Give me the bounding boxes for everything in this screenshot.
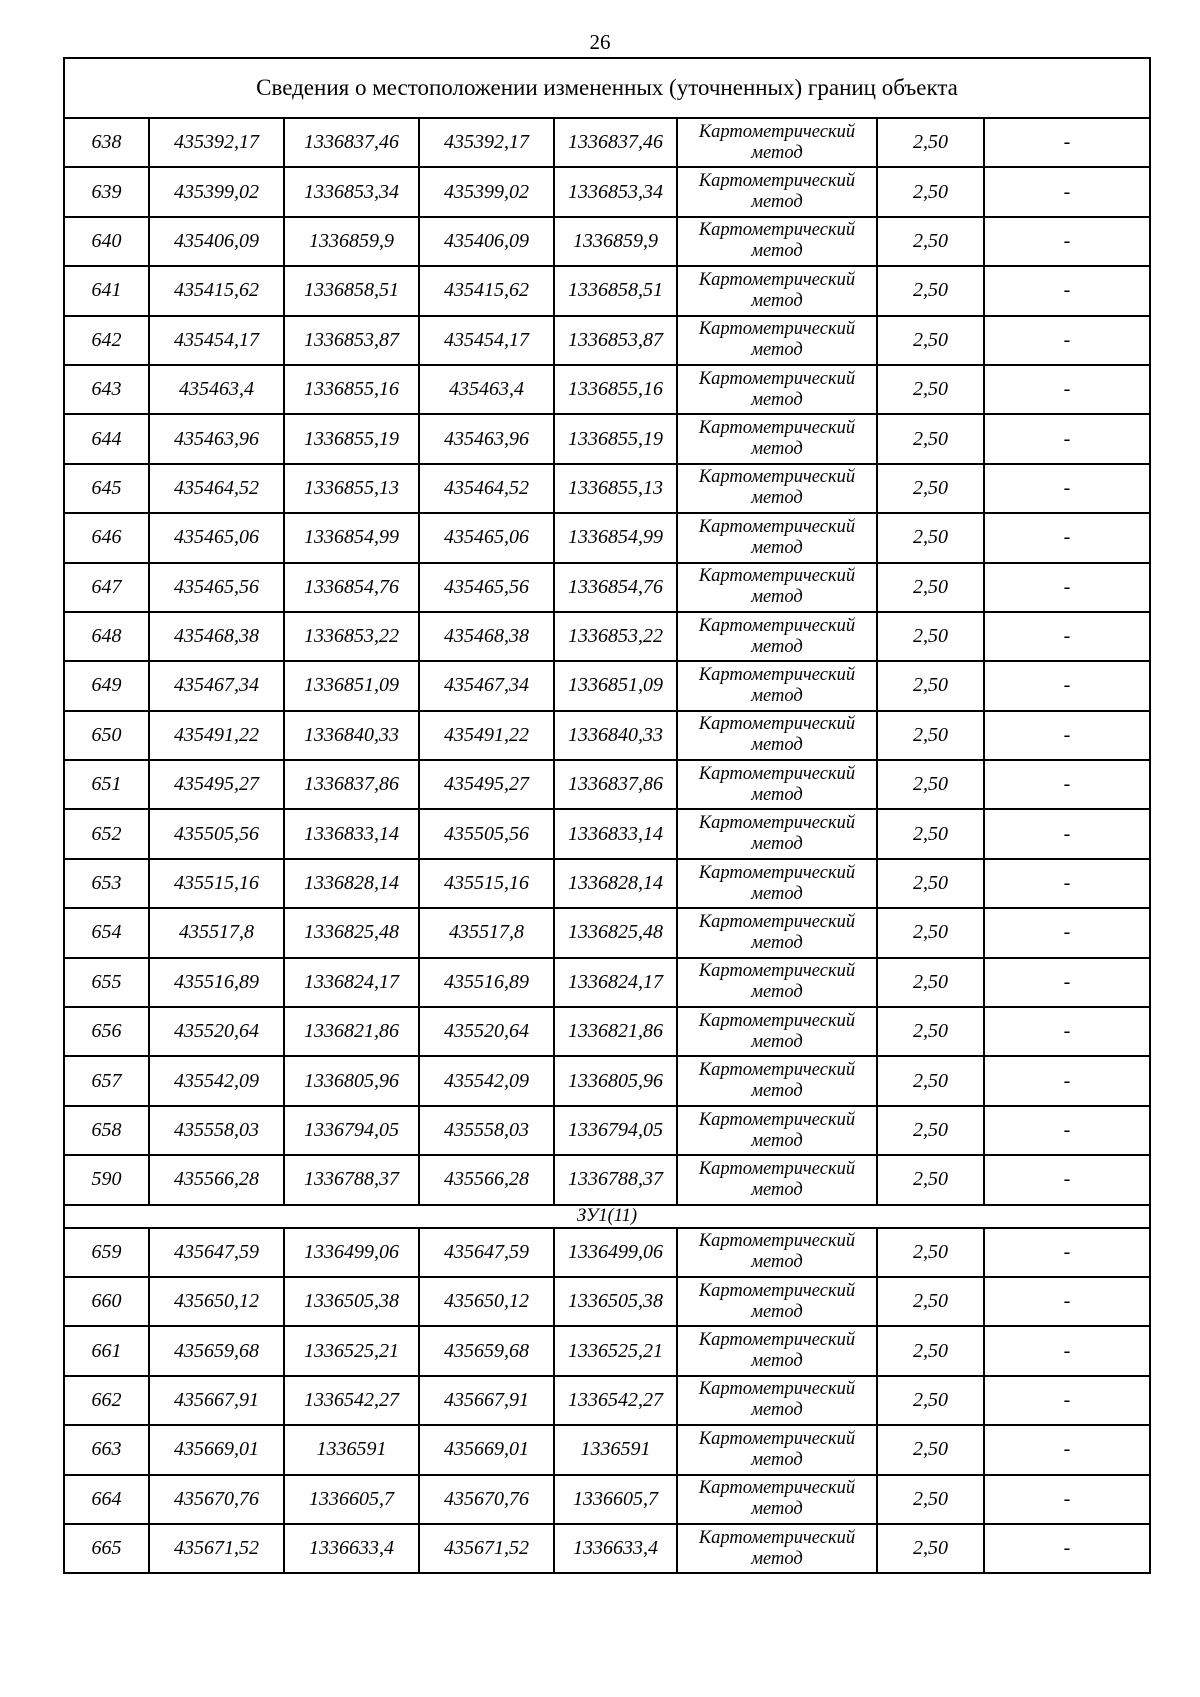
x-new-cell: 435399,02 <box>419 167 554 216</box>
y-new-cell: 1336833,14 <box>554 809 677 858</box>
y-existing-cell: 1336837,86 <box>284 760 419 809</box>
y-new-cell: 1336499,06 <box>554 1228 677 1277</box>
description-cell: - <box>984 859 1150 908</box>
x-new-cell: 435415,62 <box>419 266 554 315</box>
x-existing-cell: 435468,38 <box>149 612 284 661</box>
method-cell: Картометрический метод <box>677 513 877 562</box>
table-row <box>64 809 1150 858</box>
y-new-cell: 1336825,48 <box>554 908 677 957</box>
table-row <box>64 760 1150 809</box>
x-new-cell: 435566,28 <box>419 1155 554 1204</box>
x-new-cell: 435515,16 <box>419 859 554 908</box>
table-row <box>64 859 1150 908</box>
y-existing-cell: 1336605,7 <box>284 1475 419 1524</box>
y-new-cell: 1336855,13 <box>554 464 677 513</box>
accuracy-cell: 2,50 <box>877 513 984 562</box>
x-new-cell: 435520,64 <box>419 1007 554 1056</box>
y-new-cell: 1336854,76 <box>554 563 677 612</box>
point-number-cell: 642 <box>64 316 149 365</box>
point-number-cell: 657 <box>64 1056 149 1105</box>
x-new-cell: 435454,17 <box>419 316 554 365</box>
description-cell: - <box>984 365 1150 414</box>
x-existing-cell: 435647,59 <box>149 1228 284 1277</box>
y-new-cell: 1336605,7 <box>554 1475 677 1524</box>
x-new-cell: 435468,38 <box>419 612 554 661</box>
y-existing-cell: 1336855,13 <box>284 464 419 513</box>
point-number-cell: 651 <box>64 760 149 809</box>
y-new-cell: 1336788,37 <box>554 1155 677 1204</box>
y-existing-cell: 1336854,99 <box>284 513 419 562</box>
x-new-cell: 435558,03 <box>419 1106 554 1155</box>
description-cell: - <box>984 1228 1150 1277</box>
x-existing-cell: 435516,89 <box>149 958 284 1007</box>
point-number-cell: 659 <box>64 1228 149 1277</box>
y-existing-cell: 1336840,33 <box>284 711 419 760</box>
x-existing-cell: 435667,91 <box>149 1376 284 1425</box>
point-number-cell: 656 <box>64 1007 149 1056</box>
method-cell: Картометрический метод <box>677 414 877 463</box>
description-cell: - <box>984 167 1150 216</box>
y-new-cell: 1336824,17 <box>554 958 677 1007</box>
accuracy-cell: 2,50 <box>877 1475 984 1524</box>
section-row <box>64 1205 1150 1228</box>
point-number-cell: 661 <box>64 1326 149 1375</box>
y-existing-cell: 1336821,86 <box>284 1007 419 1056</box>
x-new-cell: 435491,22 <box>419 711 554 760</box>
table-row <box>64 1475 1150 1524</box>
x-new-cell: 435464,52 <box>419 464 554 513</box>
x-new-cell: 435542,09 <box>419 1056 554 1105</box>
method-cell: Картометрический метод <box>677 464 877 513</box>
y-new-cell: 1336837,86 <box>554 760 677 809</box>
table-row <box>64 612 1150 661</box>
method-cell: Картометрический метод <box>677 809 877 858</box>
x-existing-cell: 435392,17 <box>149 118 284 167</box>
method-cell: Картометрический метод <box>677 1155 877 1204</box>
point-number-cell: 655 <box>64 958 149 1007</box>
table-row <box>64 513 1150 562</box>
x-existing-cell: 435566,28 <box>149 1155 284 1204</box>
x-existing-cell: 435495,27 <box>149 760 284 809</box>
y-existing-cell: 1336855,19 <box>284 414 419 463</box>
y-new-cell: 1336858,51 <box>554 266 677 315</box>
x-existing-cell: 435463,4 <box>149 365 284 414</box>
description-cell: - <box>984 464 1150 513</box>
accuracy-cell: 2,50 <box>877 414 984 463</box>
table-title: Сведения о местоположении измененных (уточненных) границ объекта <box>64 58 1150 118</box>
x-existing-cell: 435454,17 <box>149 316 284 365</box>
point-number-cell: 664 <box>64 1475 149 1524</box>
y-existing-cell: 1336794,05 <box>284 1106 419 1155</box>
x-existing-cell: 435505,56 <box>149 809 284 858</box>
description-cell: - <box>984 316 1150 365</box>
accuracy-cell: 2,50 <box>877 167 984 216</box>
x-existing-cell: 435491,22 <box>149 711 284 760</box>
x-new-cell: 435463,96 <box>419 414 554 463</box>
y-new-cell: 1336837,46 <box>554 118 677 167</box>
method-cell: Картометрический метод <box>677 1106 877 1155</box>
description-cell: - <box>984 661 1150 710</box>
y-existing-cell: 1336853,22 <box>284 612 419 661</box>
point-number-cell: 658 <box>64 1106 149 1155</box>
method-cell: Картометрический метод <box>677 1376 877 1425</box>
x-existing-cell: 435467,34 <box>149 661 284 710</box>
x-new-cell: 435465,06 <box>419 513 554 562</box>
table-row <box>64 217 1150 266</box>
x-existing-cell: 435558,03 <box>149 1106 284 1155</box>
description-cell: - <box>984 414 1150 463</box>
method-cell: Картометрический метод <box>677 1524 877 1573</box>
x-new-cell: 435516,89 <box>419 958 554 1007</box>
method-cell: Картометрический метод <box>677 365 877 414</box>
y-new-cell: 1336505,38 <box>554 1277 677 1326</box>
accuracy-cell: 2,50 <box>877 365 984 414</box>
description-cell: - <box>984 958 1150 1007</box>
method-cell: Картометрический метод <box>677 1425 877 1474</box>
y-existing-cell: 1336855,16 <box>284 365 419 414</box>
table-row <box>64 1425 1150 1474</box>
description-cell: - <box>984 1376 1150 1425</box>
x-existing-cell: 435517,8 <box>149 908 284 957</box>
table-row <box>64 365 1150 414</box>
point-number-cell: 650 <box>64 711 149 760</box>
accuracy-cell: 2,50 <box>877 563 984 612</box>
y-existing-cell: 1336633,4 <box>284 1524 419 1573</box>
y-new-cell: 1336855,16 <box>554 365 677 414</box>
accuracy-cell: 2,50 <box>877 1106 984 1155</box>
point-number-cell: 638 <box>64 118 149 167</box>
accuracy-cell: 2,50 <box>877 859 984 908</box>
x-existing-cell: 435671,52 <box>149 1524 284 1573</box>
point-number-cell: 665 <box>64 1524 149 1573</box>
y-new-cell: 1336591 <box>554 1425 677 1474</box>
point-number-cell: 653 <box>64 859 149 908</box>
y-existing-cell: 1336542,27 <box>284 1376 419 1425</box>
x-new-cell: 435495,27 <box>419 760 554 809</box>
point-number-cell: 660 <box>64 1277 149 1326</box>
y-new-cell: 1336851,09 <box>554 661 677 710</box>
table-row <box>64 1524 1150 1573</box>
accuracy-cell: 2,50 <box>877 1056 984 1105</box>
table-row <box>64 1007 1150 1056</box>
y-existing-cell: 1336858,51 <box>284 266 419 315</box>
x-new-cell: 435647,59 <box>419 1228 554 1277</box>
y-new-cell: 1336853,87 <box>554 316 677 365</box>
x-new-cell: 435392,17 <box>419 118 554 167</box>
x-existing-cell: 435464,52 <box>149 464 284 513</box>
y-new-cell: 1336855,19 <box>554 414 677 463</box>
table-row <box>64 1228 1150 1277</box>
accuracy-cell: 2,50 <box>877 908 984 957</box>
accuracy-cell: 2,50 <box>877 1007 984 1056</box>
accuracy-cell: 2,50 <box>877 809 984 858</box>
x-new-cell: 435406,09 <box>419 217 554 266</box>
table-row <box>64 1326 1150 1375</box>
table-row <box>64 1106 1150 1155</box>
x-new-cell: 435467,34 <box>419 661 554 710</box>
method-cell: Картометрический метод <box>677 217 877 266</box>
point-number-cell: 643 <box>64 365 149 414</box>
table-row <box>64 1155 1150 1204</box>
description-cell: - <box>984 1524 1150 1573</box>
table-row <box>64 661 1150 710</box>
accuracy-cell: 2,50 <box>877 316 984 365</box>
table-row <box>64 464 1150 513</box>
x-existing-cell: 435463,96 <box>149 414 284 463</box>
accuracy-cell: 2,50 <box>877 1425 984 1474</box>
x-existing-cell: 435670,76 <box>149 1475 284 1524</box>
boundary-coordinates-table <box>63 57 1151 1574</box>
point-number-cell: 590 <box>64 1155 149 1204</box>
description-cell: - <box>984 1475 1150 1524</box>
y-new-cell: 1336853,22 <box>554 612 677 661</box>
y-existing-cell: 1336853,34 <box>284 167 419 216</box>
description-cell: - <box>984 612 1150 661</box>
x-new-cell: 435505,56 <box>419 809 554 858</box>
x-existing-cell: 435406,09 <box>149 217 284 266</box>
x-existing-cell: 435399,02 <box>149 167 284 216</box>
table-row <box>64 1376 1150 1425</box>
accuracy-cell: 2,50 <box>877 266 984 315</box>
description-cell: - <box>984 760 1150 809</box>
accuracy-cell: 2,50 <box>877 661 984 710</box>
x-new-cell: 435671,52 <box>419 1524 554 1573</box>
method-cell: Картометрический метод <box>677 266 877 315</box>
method-cell: Картометрический метод <box>677 958 877 1007</box>
accuracy-cell: 2,50 <box>877 1326 984 1375</box>
y-new-cell: 1336828,14 <box>554 859 677 908</box>
x-existing-cell: 435650,12 <box>149 1277 284 1326</box>
description-cell: - <box>984 1056 1150 1105</box>
point-number-cell: 647 <box>64 563 149 612</box>
method-cell: Картометрический метод <box>677 1007 877 1056</box>
table-row <box>64 1056 1150 1105</box>
point-number-cell: 648 <box>64 612 149 661</box>
y-new-cell: 1336794,05 <box>554 1106 677 1155</box>
description-cell: - <box>984 908 1150 957</box>
description-cell: - <box>984 1425 1150 1474</box>
y-existing-cell: 1336837,46 <box>284 118 419 167</box>
method-cell: Картометрический метод <box>677 1228 877 1277</box>
accuracy-cell: 2,50 <box>877 1228 984 1277</box>
point-number-cell: 639 <box>64 167 149 216</box>
point-number-cell: 654 <box>64 908 149 957</box>
y-existing-cell: 1336499,06 <box>284 1228 419 1277</box>
page-number: 26 <box>589 30 611 54</box>
method-cell: Картометрический метод <box>677 1277 877 1326</box>
method-cell: Картометрический метод <box>677 760 877 809</box>
accuracy-cell: 2,50 <box>877 760 984 809</box>
y-existing-cell: 1336805,96 <box>284 1056 419 1105</box>
accuracy-cell: 2,50 <box>877 1524 984 1573</box>
point-number-cell: 641 <box>64 266 149 315</box>
y-existing-cell: 1336591 <box>284 1425 419 1474</box>
table-row <box>64 563 1150 612</box>
accuracy-cell: 2,50 <box>877 118 984 167</box>
point-number-cell: 646 <box>64 513 149 562</box>
table-row <box>64 958 1150 1007</box>
y-new-cell: 1336525,21 <box>554 1326 677 1375</box>
method-cell: Картометрический метод <box>677 118 877 167</box>
method-cell: Картометрический метод <box>677 316 877 365</box>
x-existing-cell: 435465,56 <box>149 563 284 612</box>
table-title-row <box>64 58 1150 118</box>
table-row <box>64 711 1150 760</box>
y-existing-cell: 1336788,37 <box>284 1155 419 1204</box>
description-cell: - <box>984 563 1150 612</box>
table-row <box>64 118 1150 167</box>
method-cell: Картометрический метод <box>677 563 877 612</box>
method-cell: Картометрический метод <box>677 1326 877 1375</box>
description-cell: - <box>984 1007 1150 1056</box>
point-number-cell: 645 <box>64 464 149 513</box>
accuracy-cell: 2,50 <box>877 1277 984 1326</box>
y-existing-cell: 1336833,14 <box>284 809 419 858</box>
x-new-cell: 435670,76 <box>419 1475 554 1524</box>
y-new-cell: 1336853,34 <box>554 167 677 216</box>
x-new-cell: 435659,68 <box>419 1326 554 1375</box>
description-cell: - <box>984 809 1150 858</box>
description-cell: - <box>984 118 1150 167</box>
method-cell: Картометрический метод <box>677 167 877 216</box>
y-new-cell: 1336805,96 <box>554 1056 677 1105</box>
x-new-cell: 435465,56 <box>419 563 554 612</box>
method-cell: Картометрический метод <box>677 1056 877 1105</box>
method-cell: Картометрический метод <box>677 1475 877 1524</box>
x-existing-cell: 435542,09 <box>149 1056 284 1105</box>
accuracy-cell: 2,50 <box>877 612 984 661</box>
point-number-cell: 652 <box>64 809 149 858</box>
table-row <box>64 1277 1150 1326</box>
y-existing-cell: 1336828,14 <box>284 859 419 908</box>
x-existing-cell: 435415,62 <box>149 266 284 315</box>
y-existing-cell: 1336825,48 <box>284 908 419 957</box>
x-new-cell: 435463,4 <box>419 365 554 414</box>
x-existing-cell: 435515,16 <box>149 859 284 908</box>
section-label: ЗУ1(11) <box>64 1205 1150 1228</box>
description-cell: - <box>984 266 1150 315</box>
description-cell: - <box>984 1277 1150 1326</box>
table-row <box>64 414 1150 463</box>
method-cell: Картометрический метод <box>677 859 877 908</box>
y-new-cell: 1336821,86 <box>554 1007 677 1056</box>
description-cell: - <box>984 1155 1150 1204</box>
table-row <box>64 908 1150 957</box>
method-cell: Картометрический метод <box>677 612 877 661</box>
y-new-cell: 1336859,9 <box>554 217 677 266</box>
description-cell: - <box>984 513 1150 562</box>
y-new-cell: 1336633,4 <box>554 1524 677 1573</box>
y-existing-cell: 1336824,17 <box>284 958 419 1007</box>
x-new-cell: 435669,01 <box>419 1425 554 1474</box>
point-number-cell: 649 <box>64 661 149 710</box>
x-new-cell: 435650,12 <box>419 1277 554 1326</box>
accuracy-cell: 2,50 <box>877 1155 984 1204</box>
accuracy-cell: 2,50 <box>877 958 984 1007</box>
point-number-cell: 662 <box>64 1376 149 1425</box>
method-cell: Картометрический метод <box>677 661 877 710</box>
y-new-cell: 1336840,33 <box>554 711 677 760</box>
table-row <box>64 316 1150 365</box>
description-cell: - <box>984 711 1150 760</box>
x-new-cell: 435517,8 <box>419 908 554 957</box>
y-existing-cell: 1336851,09 <box>284 661 419 710</box>
description-cell: - <box>984 1106 1150 1155</box>
accuracy-cell: 2,50 <box>877 217 984 266</box>
x-new-cell: 435667,91 <box>419 1376 554 1425</box>
table-row <box>64 167 1150 216</box>
y-existing-cell: 1336525,21 <box>284 1326 419 1375</box>
table-row <box>64 266 1150 315</box>
y-new-cell: 1336854,99 <box>554 513 677 562</box>
x-existing-cell: 435465,06 <box>149 513 284 562</box>
method-cell: Картометрический метод <box>677 908 877 957</box>
point-number-cell: 644 <box>64 414 149 463</box>
y-existing-cell: 1336505,38 <box>284 1277 419 1326</box>
accuracy-cell: 2,50 <box>877 1376 984 1425</box>
description-cell: - <box>984 217 1150 266</box>
description-cell: - <box>984 1326 1150 1375</box>
x-existing-cell: 435659,68 <box>149 1326 284 1375</box>
accuracy-cell: 2,50 <box>877 464 984 513</box>
y-existing-cell: 1336853,87 <box>284 316 419 365</box>
x-existing-cell: 435669,01 <box>149 1425 284 1474</box>
x-existing-cell: 435520,64 <box>149 1007 284 1056</box>
y-existing-cell: 1336859,9 <box>284 217 419 266</box>
point-number-cell: 640 <box>64 217 149 266</box>
accuracy-cell: 2,50 <box>877 711 984 760</box>
y-existing-cell: 1336854,76 <box>284 563 419 612</box>
method-cell: Картометрический метод <box>677 711 877 760</box>
y-new-cell: 1336542,27 <box>554 1376 677 1425</box>
point-number-cell: 663 <box>64 1425 149 1474</box>
